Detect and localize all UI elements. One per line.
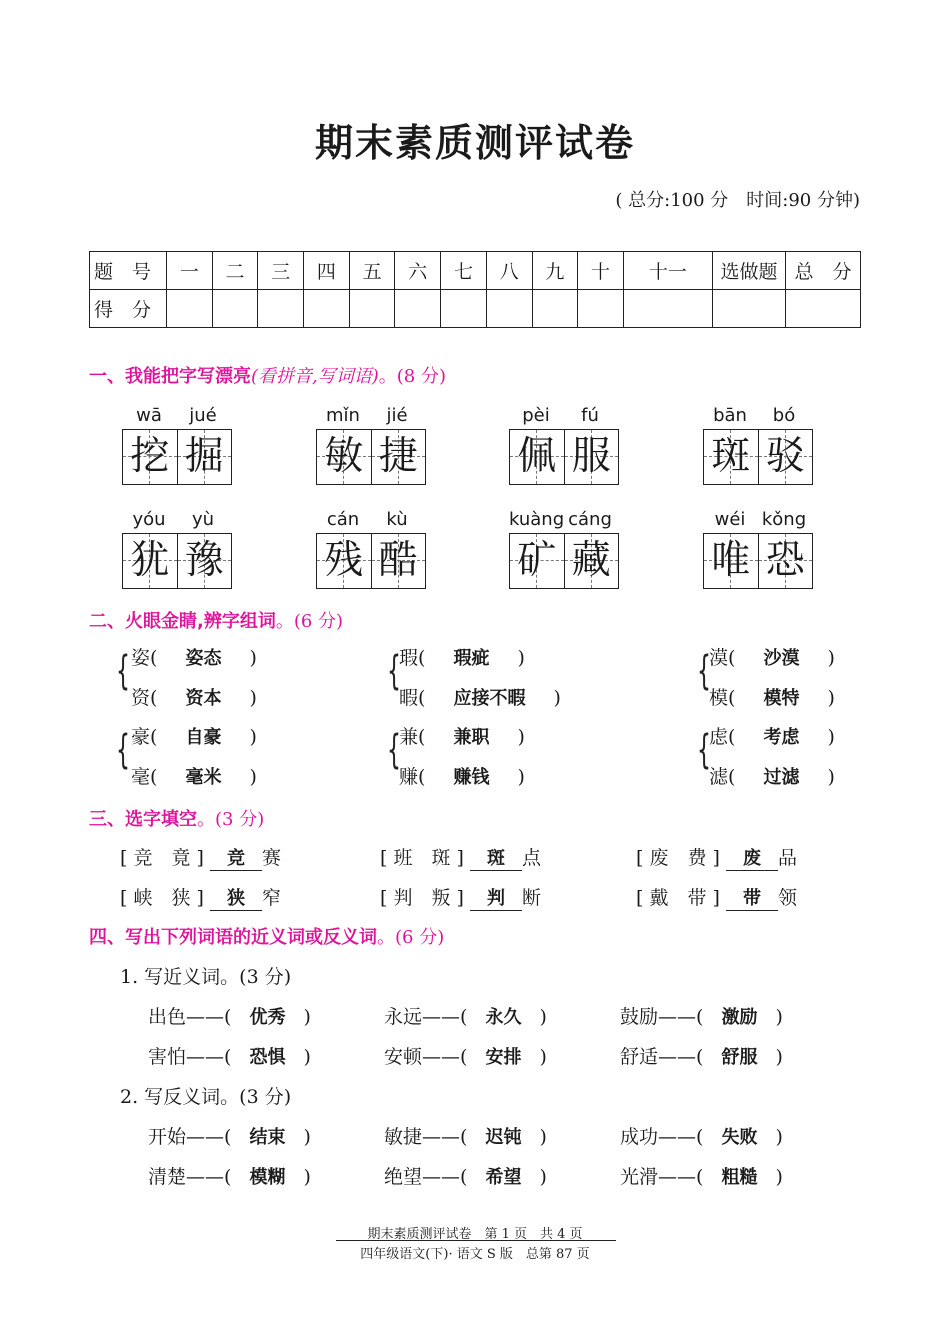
antonym-item: 清楚——( 模糊 ) <box>148 1166 311 1188</box>
fill-item: [ 废 费 ] 废 品 <box>636 843 797 871</box>
table-cell: 十一 <box>623 252 712 290</box>
word-row: 资( 资本 ) <box>131 687 257 709</box>
score-input-cell[interactable] <box>395 290 441 328</box>
fill-item: [ 峡 狭 ] 狭 窄 <box>120 883 281 911</box>
antonym-item: 光滑——( 粗糙 ) <box>620 1166 783 1188</box>
word-row: 瑕( 瑕疵 ) <box>399 647 525 669</box>
synonym-item: 害怕——( 恐惧 ) <box>148 1046 311 1068</box>
table-cell: 题 号 <box>90 252 167 290</box>
pinyin-item: yóu yù 犹 豫 <box>122 509 232 589</box>
table-cell: 得 分 <box>90 290 167 328</box>
pinyin-item: kuàng cáng 矿 藏 <box>509 509 619 589</box>
brace-icon: { <box>116 727 130 773</box>
footer-divider <box>336 1240 616 1241</box>
subsection-antonyms: 2. 写反义词。(3 分) <box>120 1086 292 1108</box>
table-cell: 七 <box>441 252 487 290</box>
exam-meta: ( 总分:100 分 时间:90 分钟) <box>615 190 860 211</box>
antonym-item: 成功——( 失败 ) <box>620 1126 783 1148</box>
table-cell: 十 <box>578 252 624 290</box>
word-row: 虑( 考虑 ) <box>709 726 835 748</box>
pinyin-item: wā jué 挖 掘 <box>122 405 232 485</box>
table-cell: 一 <box>167 252 213 290</box>
score-input-cell[interactable] <box>441 290 487 328</box>
synonym-item: 安顿——( 安排 ) <box>384 1046 547 1068</box>
fill-item: [ 戴 带 ] 带 领 <box>636 883 797 911</box>
brace-icon: { <box>387 727 401 773</box>
table-cell: 四 <box>304 252 350 290</box>
word-row: 兼( 兼职 ) <box>399 726 525 748</box>
subsection-synonyms: 1. 写近义词。(3 分) <box>120 966 292 988</box>
pinyin-item: mǐn jié 敏 捷 <box>316 405 426 485</box>
word-row: 漠( 沙漠 ) <box>709 647 835 669</box>
score-input-cell[interactable] <box>532 290 578 328</box>
score-input-cell[interactable] <box>167 290 213 328</box>
antonym-item: 开始——( 结束 ) <box>148 1126 311 1148</box>
table-cell: 九 <box>532 252 578 290</box>
word-row: 暇( 应接不暇 ) <box>399 687 561 709</box>
word-row: 赚( 赚钱 ) <box>399 766 525 788</box>
brace-icon: { <box>697 727 711 773</box>
pinyin-item: pèi fú 佩 服 <box>509 405 619 485</box>
word-row: 模( 模特 ) <box>709 687 835 709</box>
score-table <box>89 251 861 328</box>
fill-item: [ 判 叛 ] 判 断 <box>380 883 541 911</box>
score-input-cell[interactable] <box>212 290 258 328</box>
table-cell: 三 <box>258 252 304 290</box>
word-row: 姿( 姿态 ) <box>131 647 257 669</box>
section-1-title: 一、我能把字写漂亮(看拼音,写词语)。(8 分) <box>89 366 446 387</box>
score-input-cell[interactable] <box>623 290 712 328</box>
table-cell: 选做题 <box>713 252 786 290</box>
score-input-cell[interactable] <box>258 290 304 328</box>
antonym-item: 敏捷——( 迟钝 ) <box>384 1126 547 1148</box>
antonym-item: 绝望——( 希望 ) <box>384 1166 547 1188</box>
synonym-item: 出色——( 优秀 ) <box>148 1006 311 1028</box>
brace-icon: { <box>697 648 711 694</box>
pinyin-item: bān bó 斑 驳 <box>703 405 813 485</box>
fill-item: [ 班 斑 ] 斑 点 <box>380 843 541 871</box>
brace-icon: { <box>116 648 130 694</box>
score-input-cell[interactable] <box>349 290 395 328</box>
brace-icon: { <box>387 648 401 694</box>
score-input-cell[interactable] <box>304 290 350 328</box>
word-row: 滤( 过滤 ) <box>709 766 835 788</box>
score-header-row <box>90 252 861 290</box>
score-input-cell[interactable] <box>578 290 624 328</box>
pinyin-item: cán kù 残 酷 <box>316 509 426 589</box>
synonym-item: 舒适——( 舒服 ) <box>620 1046 783 1068</box>
page-title: 期末素质测评试卷 <box>314 121 635 165</box>
score-input-cell[interactable] <box>713 290 786 328</box>
table-cell: 总 分 <box>786 252 861 290</box>
fill-item: [ 竞 竟 ] 竞 赛 <box>120 843 281 871</box>
table-cell: 八 <box>486 252 532 290</box>
section-4-title: 四、写出下列词语的近义词或反义词。(6 分) <box>89 927 445 948</box>
footer-page-info: 期末素质测评试卷 第 1 页 共 4 页 <box>367 1227 583 1242</box>
score-value-row <box>90 290 861 328</box>
score-input-cell[interactable] <box>486 290 532 328</box>
synonym-item: 永远——( 永久 ) <box>384 1006 547 1028</box>
score-input-cell[interactable] <box>786 290 861 328</box>
word-row: 毫( 毫米 ) <box>131 766 257 788</box>
table-cell: 六 <box>395 252 441 290</box>
synonym-item: 鼓励——( 激励 ) <box>620 1006 783 1028</box>
section-2-title: 二、火眼金睛,辨字组词。(6 分) <box>89 611 344 632</box>
table-cell: 五 <box>349 252 395 290</box>
table-cell: 二 <box>212 252 258 290</box>
section-3-title: 三、选字填空。(3 分) <box>89 809 265 830</box>
footer-book-info: 四年级语文(下)· 语文 S 版 总第 87 页 <box>360 1247 590 1262</box>
word-row: 豪( 自豪 ) <box>131 726 257 748</box>
pinyin-item: wéi kǒng 唯 恐 <box>703 509 813 589</box>
